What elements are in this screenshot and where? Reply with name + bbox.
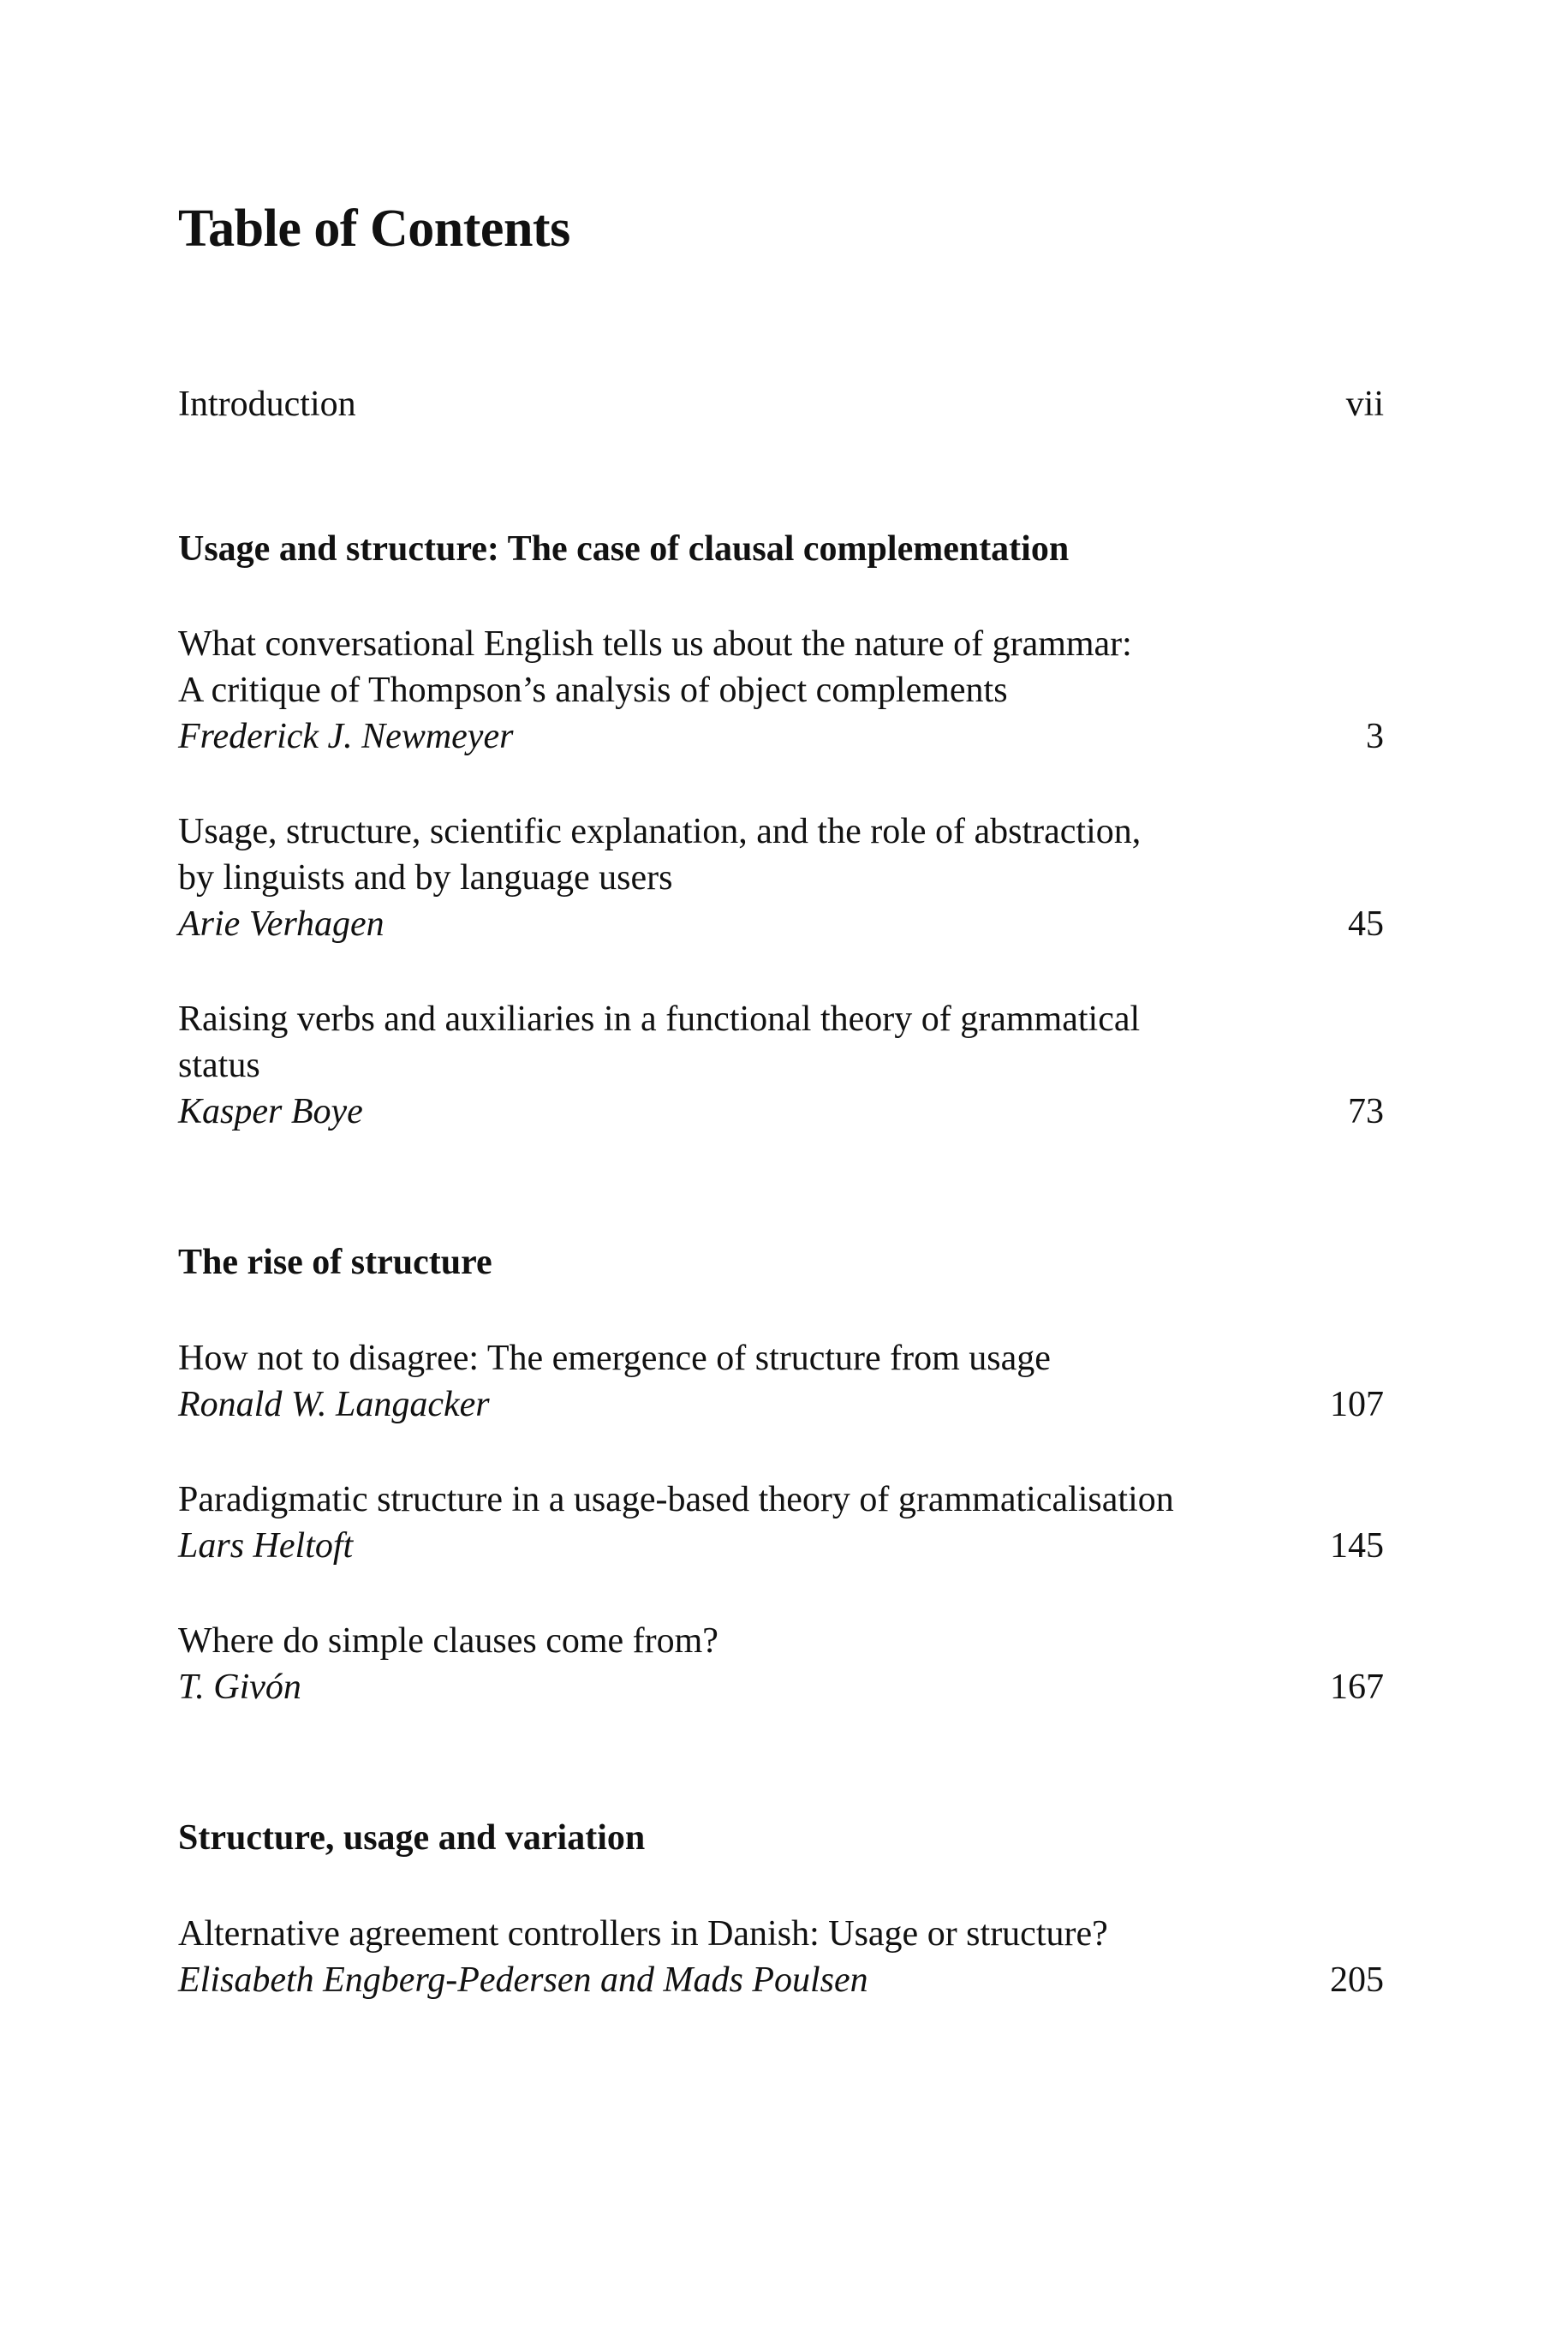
toc-entry-introduction[interactable] xyxy=(178,381,1384,428)
entry-author: Elisabeth Engberg-Pedersen and Mads Poulsen xyxy=(178,1960,868,2000)
toc-entry[interactable] xyxy=(178,1335,1384,1428)
entry-author-row xyxy=(178,1089,1384,1135)
toc-entry[interactable] xyxy=(178,1477,1384,1569)
entry-author-row xyxy=(178,1957,1384,2003)
toc-entry[interactable] xyxy=(178,808,1384,947)
entry-author: T. Givón xyxy=(178,1668,301,1708)
entry-author: Frederick J. Newmeyer xyxy=(178,717,514,757)
entry-page-number: 45 xyxy=(1348,904,1384,945)
entry-title-line: Usage, structure, scientific explanation, and the role of abstraction, xyxy=(178,812,1142,852)
page-title: Table of Contents xyxy=(178,200,570,258)
entry-title-line: Alternative agreement controllers in Danish: Usage or structure? xyxy=(178,1913,1108,1954)
entry-title-line: by linguists and by language users xyxy=(178,858,673,898)
entry-author-row xyxy=(178,713,1384,760)
toc-content xyxy=(178,199,1384,2003)
toc-entry[interactable] xyxy=(178,996,1384,1135)
toc-section xyxy=(178,1239,1384,1710)
entry-page-number: 3 xyxy=(1366,717,1384,757)
entry-page-number: 107 xyxy=(1330,1385,1384,1425)
toc-section xyxy=(178,526,1384,1136)
toc-entry[interactable] xyxy=(178,1911,1384,2003)
entry-author-row xyxy=(178,1381,1384,1428)
entry-title-line: Where do simple clauses come from? xyxy=(178,1621,718,1662)
entry-author-row xyxy=(178,901,1384,947)
entry-title-line: Raising verbs and auxiliaries in a functional theory of grammatical xyxy=(178,999,1141,1040)
toc-section xyxy=(178,1815,1384,2003)
entry-page-number: 167 xyxy=(1330,1668,1384,1708)
entry-author-row xyxy=(178,1664,1384,1710)
entry-title-line: A critique of Thompson’s analysis of object complements xyxy=(178,671,1008,711)
entry-author: Kasper Boye xyxy=(178,1092,363,1132)
section-heading: Structure, usage and variation xyxy=(178,1818,646,1859)
toc-entry[interactable] xyxy=(178,1618,1384,1710)
introduction-label: Introduction xyxy=(178,385,356,425)
entry-author: Arie Verhagen xyxy=(178,904,385,945)
entry-title-line: How not to disagree: The emergence of structure from usage xyxy=(178,1339,1051,1379)
entry-page-number: 73 xyxy=(1348,1092,1384,1132)
section-heading: Usage and structure: The case of clausal complementation xyxy=(178,528,1070,569)
entry-title-line: status xyxy=(178,1046,260,1086)
entry-page-number: 145 xyxy=(1330,1526,1384,1566)
entry-author-row xyxy=(178,1523,1384,1569)
entry-page-number: 205 xyxy=(1330,1960,1384,2000)
entry-author: Ronald W. Langacker xyxy=(178,1385,490,1425)
entry-title-line: Paradigmatic structure in a usage-based theory of grammaticalisation xyxy=(178,1480,1174,1520)
entry-author: Lars Heltoft xyxy=(178,1526,354,1566)
toc-entry[interactable] xyxy=(178,621,1384,760)
section-heading: The rise of structure xyxy=(178,1243,492,1283)
entry-title-line: What conversational English tells us about the nature of grammar: xyxy=(178,624,1132,665)
introduction-page: vii xyxy=(1345,385,1384,425)
